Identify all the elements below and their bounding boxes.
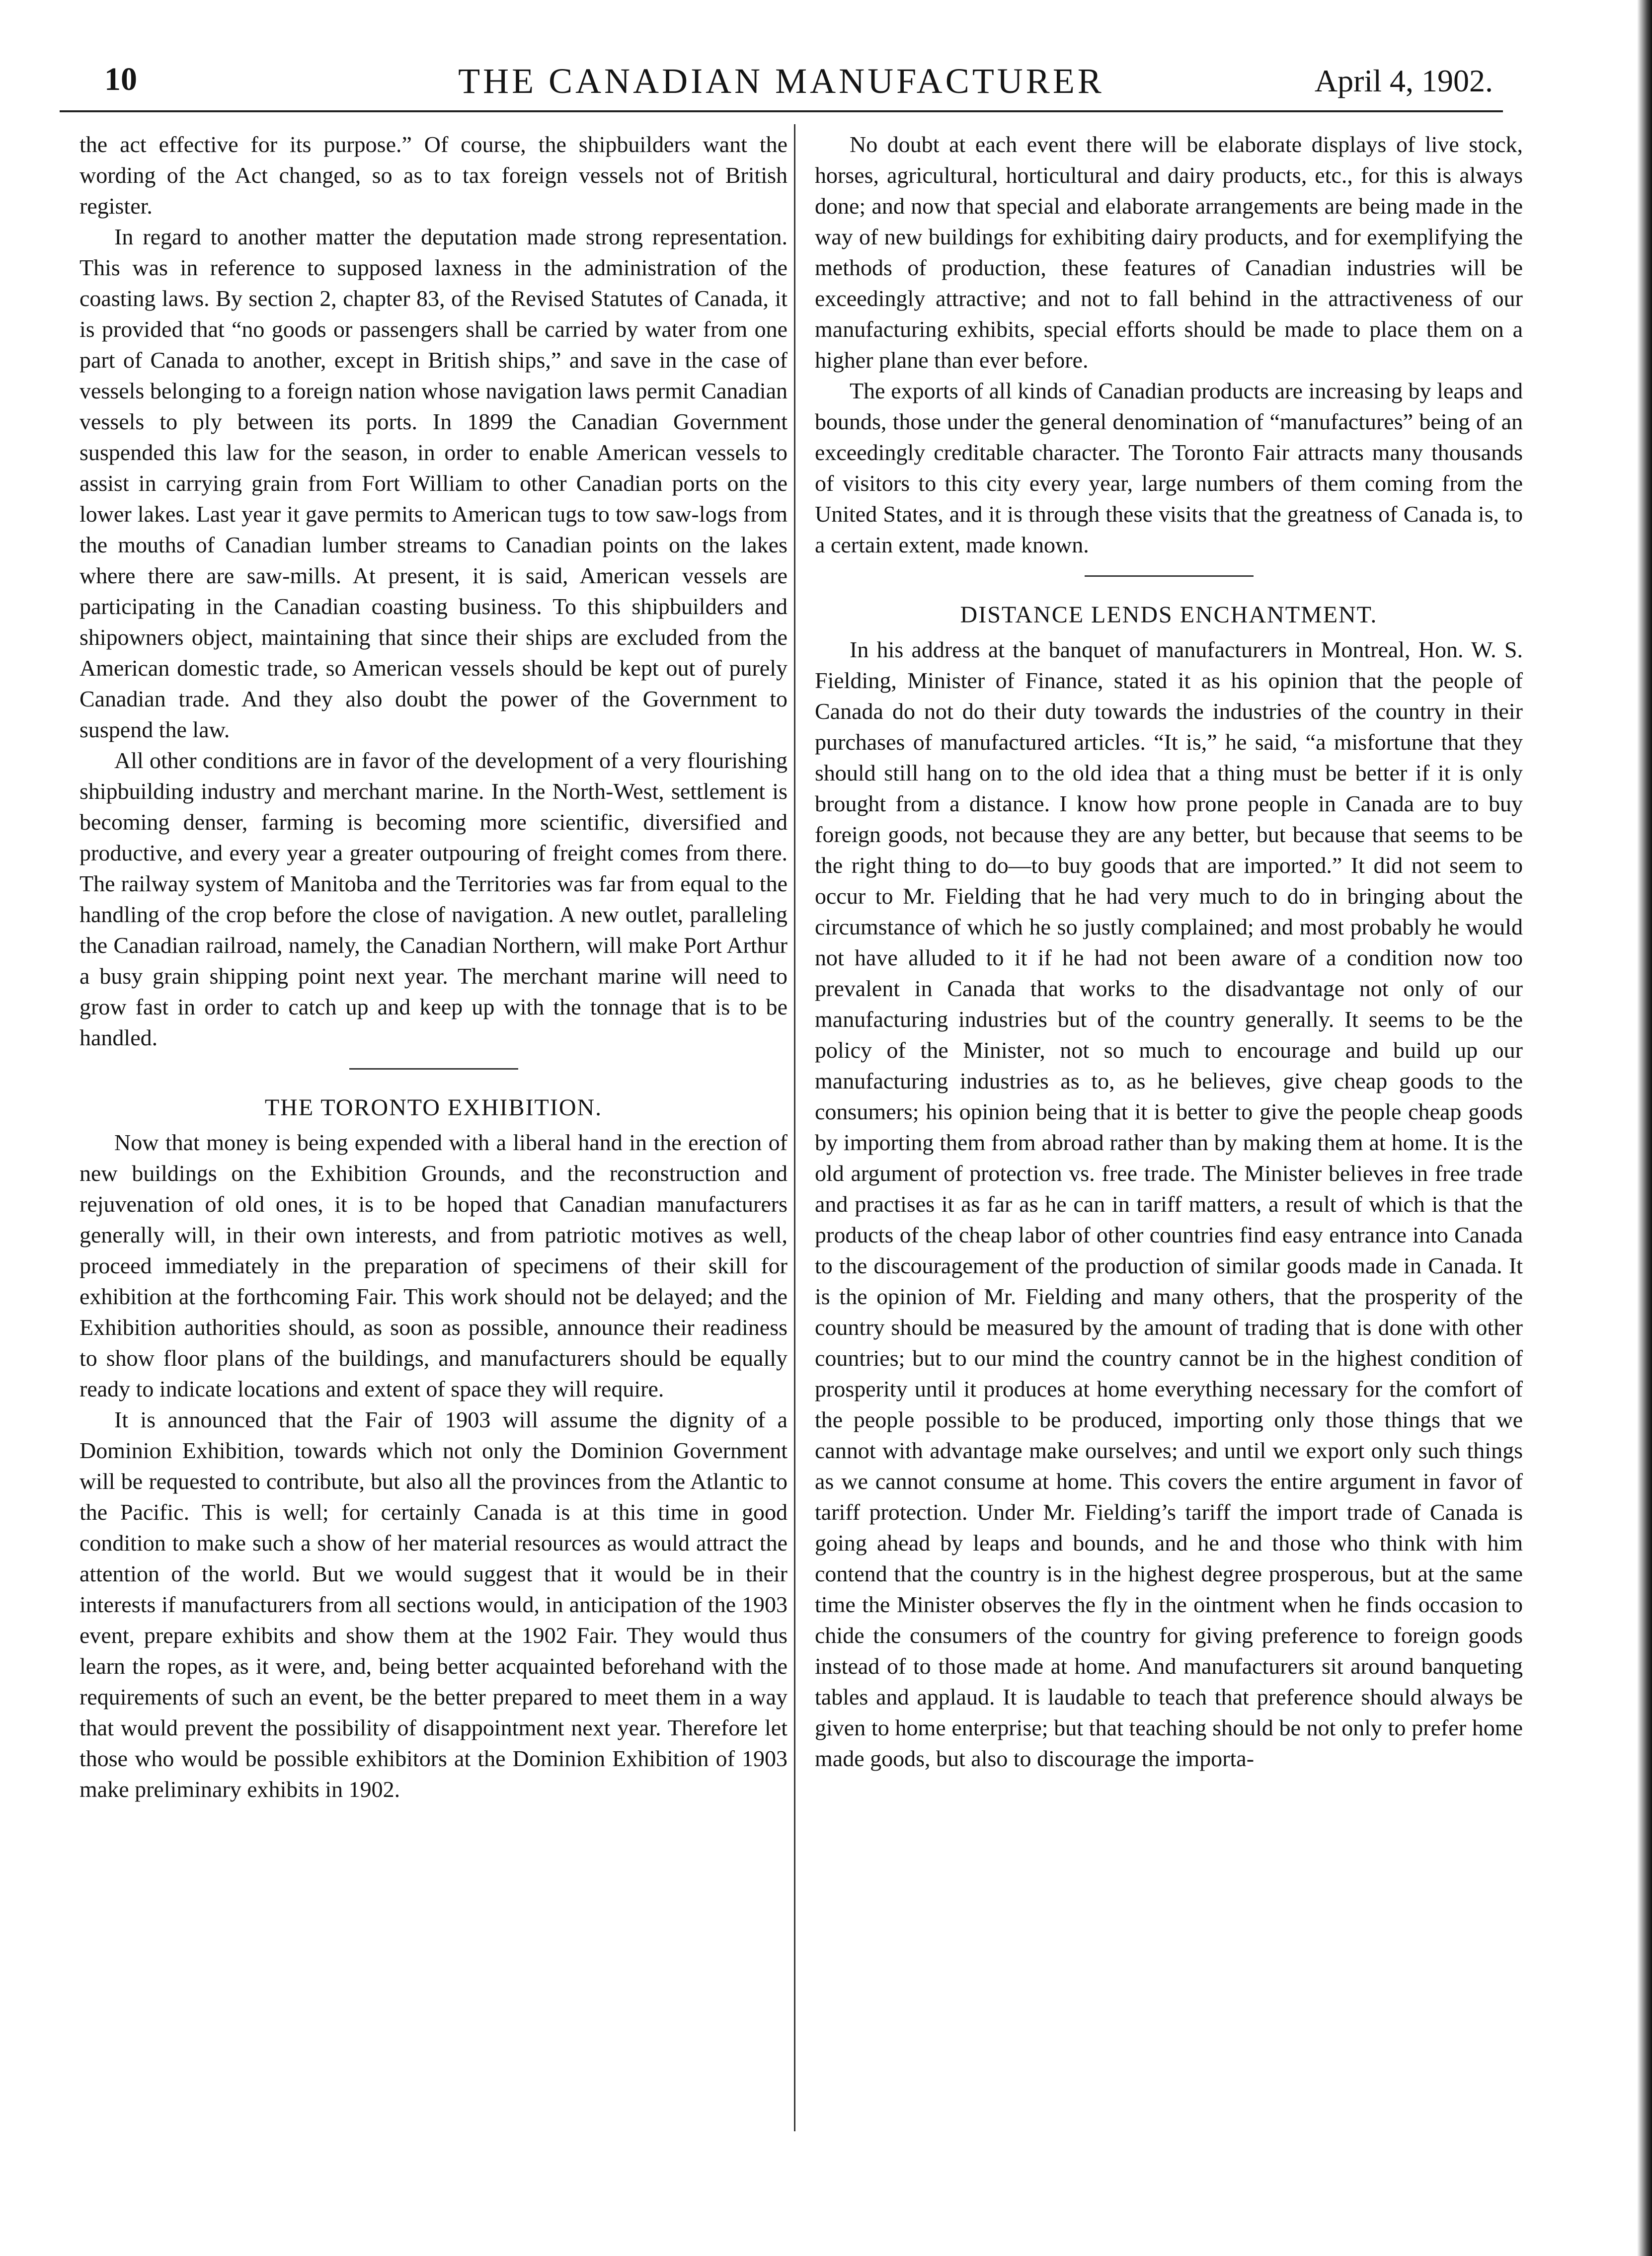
section-heading-distance-lends-enchantment: DISTANCE LENDS ENCHANTMENT. (960, 602, 1378, 628)
column-divider (794, 124, 795, 2131)
article-paragraph: The exports of all kinds of Canadian products are increasing by leaps and bounds, those under the general denomination of “manufactures” being of an exceedingly creditable character. The Toronto Fair attracts many thousands of visitors to this city every year, large numbers of them coming from the United States, and it is through these visits that the greatness of Canada is, to a certain extent, made known. (815, 378, 1523, 557)
article-paragraph: In regard to another matter the deputation made strong representation. This was in reference to supposed laxness in the administration of the coasting laws. By section 2, chapter 83, of the Revised Statutes of Canada, it is provided that “no goods or passengers shall be carried by water from one part of Canada to another, except in British ships,” and save in the case of vessels belonging to a foreign nation whose navigation laws permit Canadian vessels to ply between its ports. In 1899 the Canadian Government suspended this law for the season, in order to enable American vessels to assist in carrying grain from Fort William to other Canadian ports on the lower lakes. Last year it gave permits to American tugs to tow saw-logs from the mouths of Canadian lumber streams to Canadian points on the lakes where there are saw-mills. At present, it is said, American vessels are participating in the Canadian coasting business. To this shipbuilders and shipowners object, maintaining that since their ships are excluded from the American domestic trade, so American vessels should be kept out of purely Canadian trade. And they also doubt the power of the Government to suspend the law. (79, 224, 787, 742)
article-paragraph: It is announced that the Fair of 1903 will assume the dignity of a Dominion Exhibition, towards which not only the Dominion Government will be requested to contribute, but also all the provinces from the Atlantic to the Pacific. This is well; for certainly Canada is at this time in good condition to make such a show of her material resources as would attract the attention of the world. But we would suggest that it would be in their interests if manufacturers from all sections would, in anticipation of the 1903 event, prepare exhibits and show them at the 1902 Fair. They would thus learn the ropes, as it were, and, being better acquainted beforehand with the requirements of such an event, be the better prepared to meet them in a way that would prevent the possibility of disappointment next year. Therefore let those who would be possible exhibitors at the Dominion Exhibition of 1903 make preliminary exhibits in 1902. (79, 1407, 787, 1802)
section-rule (1085, 575, 1254, 577)
article-paragraph: In his address at the banquet of manufacturers in Montreal, Hon. W. S. Fielding, Minister of Finance, stated it as his opinion that the people of Canada do not do their duty towards the industries of the country in their purchases of manufactured articles. “It is,” he said, “a misfortune that they should still hang on to the old idea that a thing must be better if it is only brought from a distance. I know how prone people in Canada are to buy foreign goods, not because they are any better, but because that seems to be the right thing to do—to buy goods that are imported.” It did not seem to occur to Mr. Fielding that he had very much to do in bringing about the circumstance of which he so justly complained; and most probably he would not have alluded to it if he had not been aware of a condition now too prevalent in Canada that works to the disadvantage not only of our manufacturing industries but of the country generally. It seems to be the policy of the Minister, not so much to encourage and build up our manufacturing industries as to, as he believes, give cheap goods to the consumers; his opinion being that it is better to give the people cheap goods by importing them from abroad rather than by making them at home. It is the old argument of protection vs. free trade. The Minister believes in free trade and practises it as far as he can in tariff matters, a result of which is that the products of the cheap labor of other countries find easy entrance into Canada to the discouragement of the production of similar goods made in Canada. It is the opinion of Mr. Fielding and many others, that the prosperity of the country should be measured by the amount of trading that is done with other countries; but to our mind the country cannot be in the highest condition of prosperity until it produces at home everything necessary for the comfort of the people possible to be produced, importing only those things that we cannot with advantage make ourselves; and until we export only such things as we cannot consume at home. This covers the entire argument in favor of tariff protection. Under Mr. Fielding’s tariff the import trade of Canada is going ahead by leaps and bounds, and he and those who think with him contend that the country is in the highest degree prosperous, but at the same time the Minister observes the fly in the ointment when he finds occasion to chide the consumers of the country for giving preference to foreign goods instead of to those made at home. And manufacturers sit around banqueting tables and applaud. It is laudable to teach that preference should always be given to home enterprise; but that teaching should be not only to prefer home made goods, but also to discourage the importa- (815, 637, 1523, 1771)
left-column (79, 129, 787, 1805)
article-paragraph: the act effective for its purpose.” Of course, the shipbuilders want the wording of the Act changed, so as to tax foreign vessels not of British register. (79, 132, 787, 219)
section-heading-toronto-exhibition: THE TORONTO EXHIBITION. (264, 1094, 603, 1121)
page-header (60, 56, 1503, 112)
right-column (815, 129, 1523, 1774)
article-paragraph: All other conditions are in favor of the development of a very flourishing shipbuilding industry and merchant marine. In the North-West, settlement is becoming denser, farming is becoming more scientific, diversified and productive, and every year a greater outpouring of freight comes from there. The railway system of Manitoba and the Territories was far from equal to the handling of the crop before the close of navigation. A new outlet, paralleling the Canadian railroad, namely, the Canadian Northern, will make Port Arthur a busy grain shipping point next year. The merchant marine will need to grow fast in order to catch up and keep up with the tonnage that is to be handled. (79, 748, 787, 1050)
page-binding-edge (1637, 0, 1652, 2256)
article-paragraph: No doubt at each event there will be elaborate displays of live stock, horses, agricultural, horticultural and dairy products, etc., for this is always done; and now that special and elaborate arrangements are being made in the way of new buildings for exhibiting dairy products, and for exemplifying the methods of production, these features of Canadian industries will be exceedingly attractive; and not to fall behind in the attractiveness of our manufacturing exhibits, special efforts should be made to place them on a higher plane than ever before. (815, 132, 1523, 373)
masthead-title: THE CANADIAN MANUFACTURER (458, 61, 1104, 101)
page-number: 10 (104, 61, 137, 97)
article-paragraph: Now that money is being expended with a liberal hand in the erection of new buildings on the Exhibition Grounds, and the reconstruction and rejuvenation of old ones, it is to be hoped that Canadian manufacturers generally will, in their own interests, and from patriotic motives as well, proceed immediately in the preparation of specimens of their skill for exhibition at the forthcoming Fair. This work should not be delayed; and the Exhibition authorities should, as soon as possible, announce their readiness to show floor plans of the buildings, and manufacturers should be equally ready to indicate locations and extent of space they will require. (79, 1130, 787, 1401)
issue-date: April 4, 1902. (1314, 63, 1493, 98)
section-rule (349, 1068, 518, 1070)
